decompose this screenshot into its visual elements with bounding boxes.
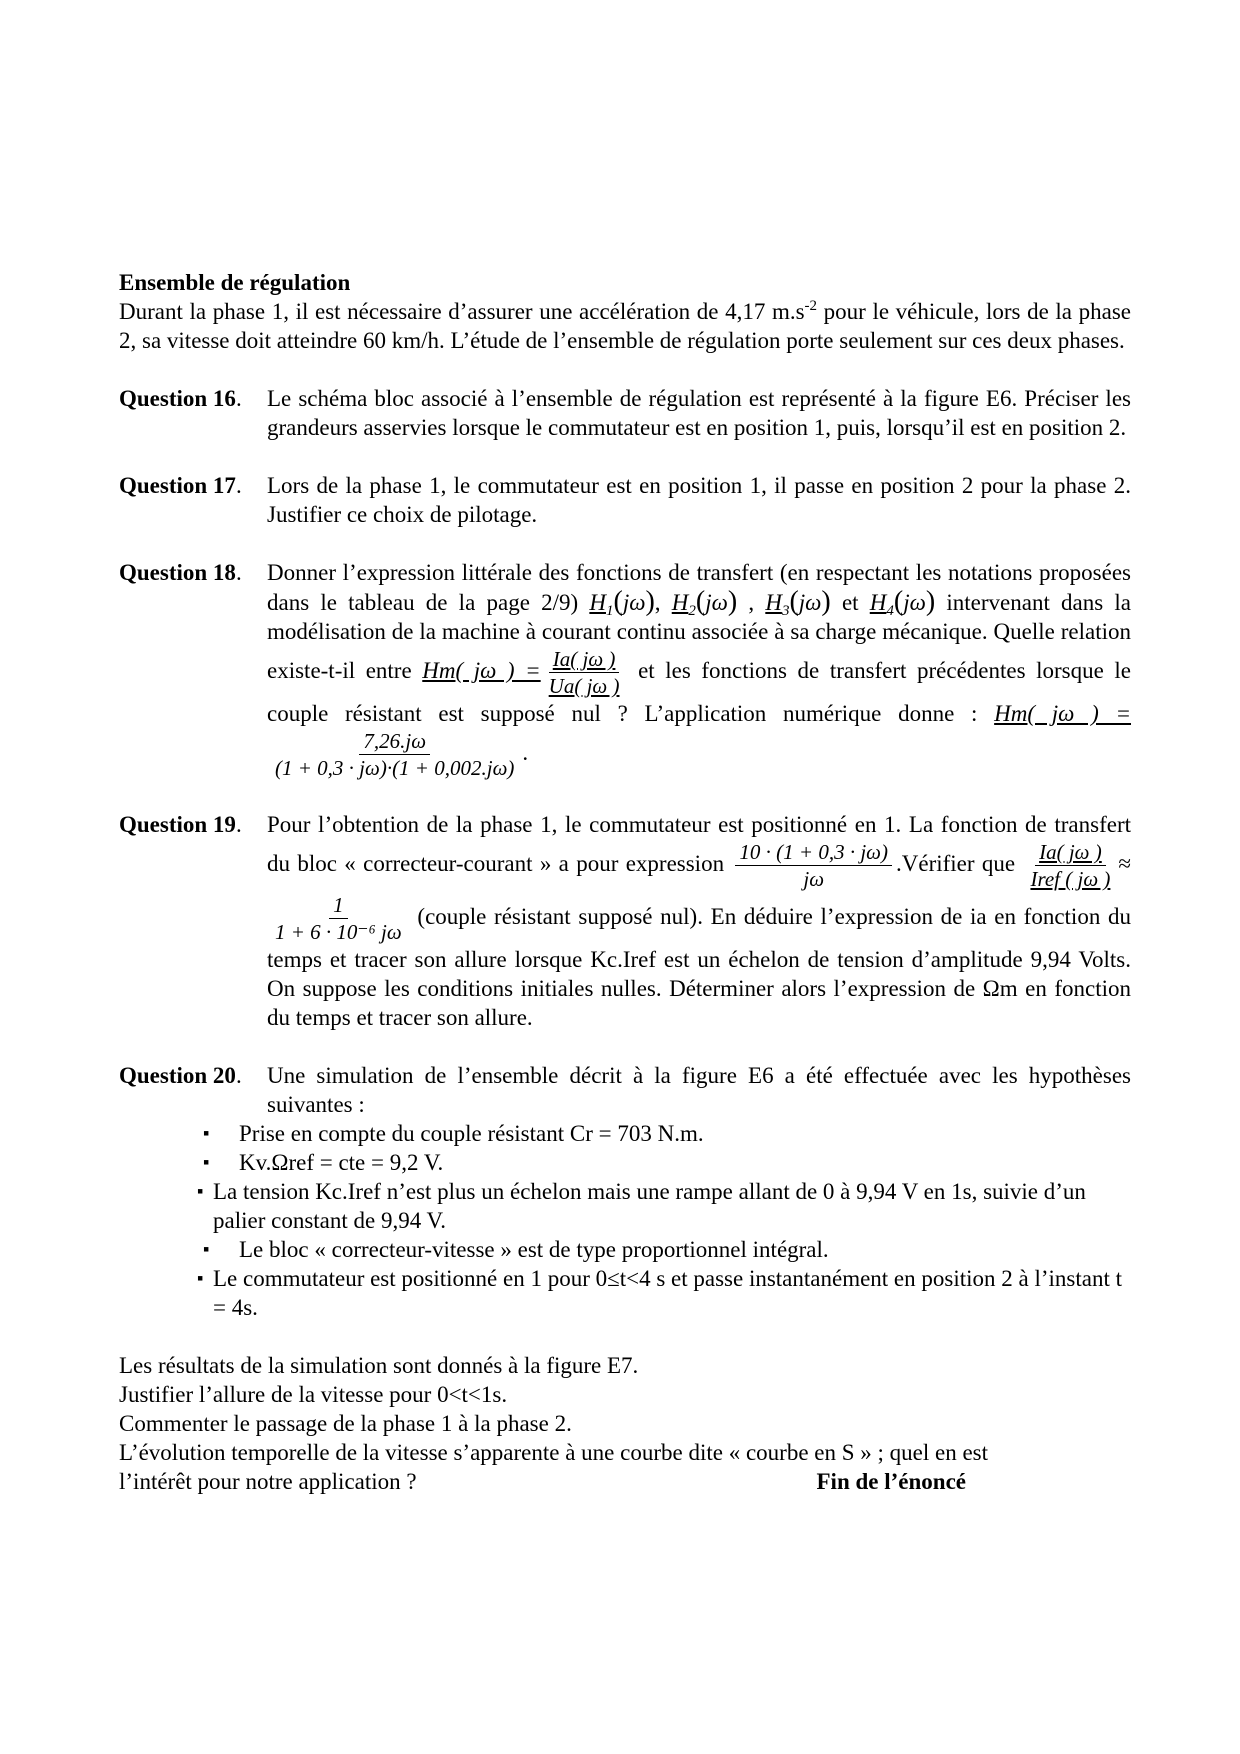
closing-line-1: Les résultats de la simulation sont donnés à la figure E7. — [119, 1353, 639, 1378]
corrector-fraction: $\frac{10 \cdot (1 + 0,3 \cdot j\omega)}{j\omega}$ — [735, 839, 892, 892]
list-item: ▪ La tension Kc.Iref n’est plus un échelon mais une rampe allant de 0 à 9,94 V en 1s, suivie d’un palier constant de 9,94 V. — [199, 1177, 1131, 1235]
section-intro: Durant la phase 1, il est nécessaire d’assurer une accélération de 4,17 $m.s^{-2}$ pour le véhicule, lors de la phase 2, sa vitesse doit atteindre 60 km/h. L’étude de l’ensemble de régulation porte seulement sur ces deux phases. — [119, 298, 1131, 353]
list-item: ▪ Kv.Ωref = cte = 9,2 V. — [199, 1148, 1131, 1177]
hypotheses-list — [119, 1119, 1131, 1322]
question-20: Question 20. Une simulation de l’ensemble décrit à la figure E6 a été effectuée avec les hypothèses suivantes : — [119, 1063, 1131, 1117]
document-page — [119, 268, 1131, 1496]
closing-line-3: Commenter le passage de la phase 1 à la phase 2. — [119, 1411, 572, 1436]
question-19: Question 19. Pour l’obtention de la phase 1, le commutateur est positionné en 1. La fonction de transfert du bloc « correcteur-courant » a pour expression $\frac{10 \cdot (1 + 0,3 \cdot j\omega)}{j\omega}$ .Vérifier que $\frac{Ia( j\omega )}{\text{Iref ( jω )}}$ ≈ $\frac{1}{\text{1 + 6 · 10⁻⁶ jω}}$ (couple résistant supposé nul). En déduire l’expression de ia en fonction du temps et tracer son allure lorsque Kc.Iref est un échelon de tension d’amplitude 9,94 Volts. On suppose les conditions initiales nulles. Déterminer alors l’expression de Ωm en fonction du temps et tracer son allure. — [119, 812, 1132, 1030]
question-18: Question 18. Donner l’expression littérale des fonctions de transfert (en respectant les notations proposées dans le tableau de la page 2/9) $H_1(j\omega)$, $H_2(j\omega)$ , $H_3(j\omega)$ et $H_4(j\omega)$ intervenant dans la modélisation de la machine à courant continu associée à sa charge mécanique. Quelle relation existe-t-il entre Hm( jω ) = $\frac{Ia( j\omega )}{Ua( j\omega )}$ et les fonctions de transfert précédentes lorsque le couple résistant est supposé nul ? L’application numérique donne : Hm( jω ) = $\frac{7,26.j\omega}{(1 + 0,3 \cdot j\omega)\cdot(1 + 0,002.j\omega)}$ . — [119, 560, 1132, 780]
question-17: Question 17. Lors de la phase 1, le commutateur est en position 1, il passe en position 2 pour la phase 2. Justifier ce choix de pilotage. — [119, 473, 1131, 527]
question-16-label: Question 16 — [119, 386, 236, 411]
closing-line-5: l’intérêt pour notre application ? — [119, 1469, 417, 1494]
section-title: Ensemble de régulation — [119, 270, 351, 295]
question-19-label: Question 19 — [119, 812, 236, 837]
h4-expression: $H_4(j\omega)$ — [869, 586, 936, 619]
h2-expression: $H_2(j\omega)$ — [671, 586, 738, 619]
question-16-text: Le schéma bloc associé à l’ensemble de régulation est représenté à la figure E6. Préciser les grandeurs asservies lorsque le commutateur est en position 1, puis, lorsqu’il est en position 2. — [267, 386, 1131, 440]
end-of-statement: Fin de l’énoncé — [816, 1469, 966, 1494]
closing-line-2: Justifier l’allure de la vitesse pour 0<t<1s. — [119, 1382, 508, 1407]
list-item: ▪ Le bloc « correcteur-vitesse » est de type proportionnel intégral. — [199, 1235, 1131, 1264]
hm-fraction: $\frac{Ia( j\omega )}{Ua( j\omega )}$ — [548, 647, 620, 698]
question-17-label: Question 17 — [119, 473, 236, 498]
list-item: ▪ Le commutateur est positionné en 1 pour 0≤t<4 s et passe instantanément en position 2 à l’instant t = 4s. — [199, 1264, 1131, 1322]
list-item: ▪ Prise en compte du couple résistant Cr = 703 N.m. — [199, 1119, 1131, 1148]
first-order-fraction: $\frac{1}{\text{1 + 6 · 10⁻⁶ jω}}$ — [275, 893, 402, 944]
question-20-label: Question 20 — [119, 1063, 236, 1088]
question-18-label: Question 18 — [119, 560, 236, 585]
question-20-text: Une simulation de l’ensemble décrit à la figure E6 a été effectuée avec les hypothèses suivantes : — [267, 1063, 1131, 1117]
question-16: Question 16. Le schéma bloc associé à l’ensemble de régulation est représenté à la figure E6. Préciser les grandeurs asservies lorsque le commutateur est en position 1, puis, lorsqu’il est en position 2. — [119, 386, 1131, 440]
question-19-text: Pour l’obtention de la phase 1, le commutateur est positionné en 1. La fonction de transfert du bloc « correcteur-courant » a pour expression $\frac{10 \cdot (1 + 0,3 \cdot j\omega)}{j\omega}$ .Vérifier que $\frac{Ia( j\omega )}{\text{Iref ( jω )}}$ ≈ $\frac{1}{\text{1 + 6 · 10⁻⁶ jω}}$ (couple résistant supposé nul). En déduire l’expression de ia en fonction du temps et tracer son allure lorsque Kc.Iref est un échelon de tension d’amplitude 9,94 Volts. On suppose les conditions initiales nulles. Déterminer alors l’expression de Ωm en fonction du temps et tracer son allure. — [267, 812, 1132, 1030]
ia-iref-fraction: $\frac{Ia( j\omega )}{\text{Iref ( jω )}}$ — [1030, 840, 1111, 891]
question-17-text: Lors de la phase 1, le commutateur est en position 1, il passe en position 2 pour la phase 2. Justifier ce choix de pilotage. — [267, 473, 1131, 527]
h3-expression: $H_3(j\omega)$ — [765, 586, 831, 619]
question-18-text: Donner l’expression littérale des fonctions de transfert (en respectant les notations proposées dans le tableau de la page 2/9) $H_1(j\omega)$, $H_2(j\omega)$ , $H_3(j\omega)$ et $H_4(j\omega)$ intervenant dans la modélisation de la machine à courant continu associée à sa charge mécanique. Quelle relation existe-t-il entre Hm( jω ) = $\frac{Ia( j\omega )}{Ua( j\omega )}$ et les fonctions de transfert précédentes lorsque le couple résistant est supposé nul ? L’application numérique donne : Hm( jω ) = $\frac{7,26.j\omega}{(1 + 0,3 \cdot j\omega)\cdot(1 + 0,002.j\omega)}$ . — [267, 560, 1132, 780]
hm-lhs-2: Hm( jω ) = — [994, 701, 1131, 726]
closing-line-4: L’évolution temporelle de la vitesse s’apparente à une courbe dite « courbe en S » ; quel en est — [119, 1440, 989, 1465]
h1-expression: $H_1(j\omega)$ — [589, 586, 655, 619]
hm-numeric-fraction: $\frac{7,26.j\omega}{(1 + 0,3 \cdot j\omega)\cdot(1 + 0,002.j\omega)}$ — [275, 729, 515, 780]
hm-lhs: Hm( jω ) = — [422, 657, 541, 683]
